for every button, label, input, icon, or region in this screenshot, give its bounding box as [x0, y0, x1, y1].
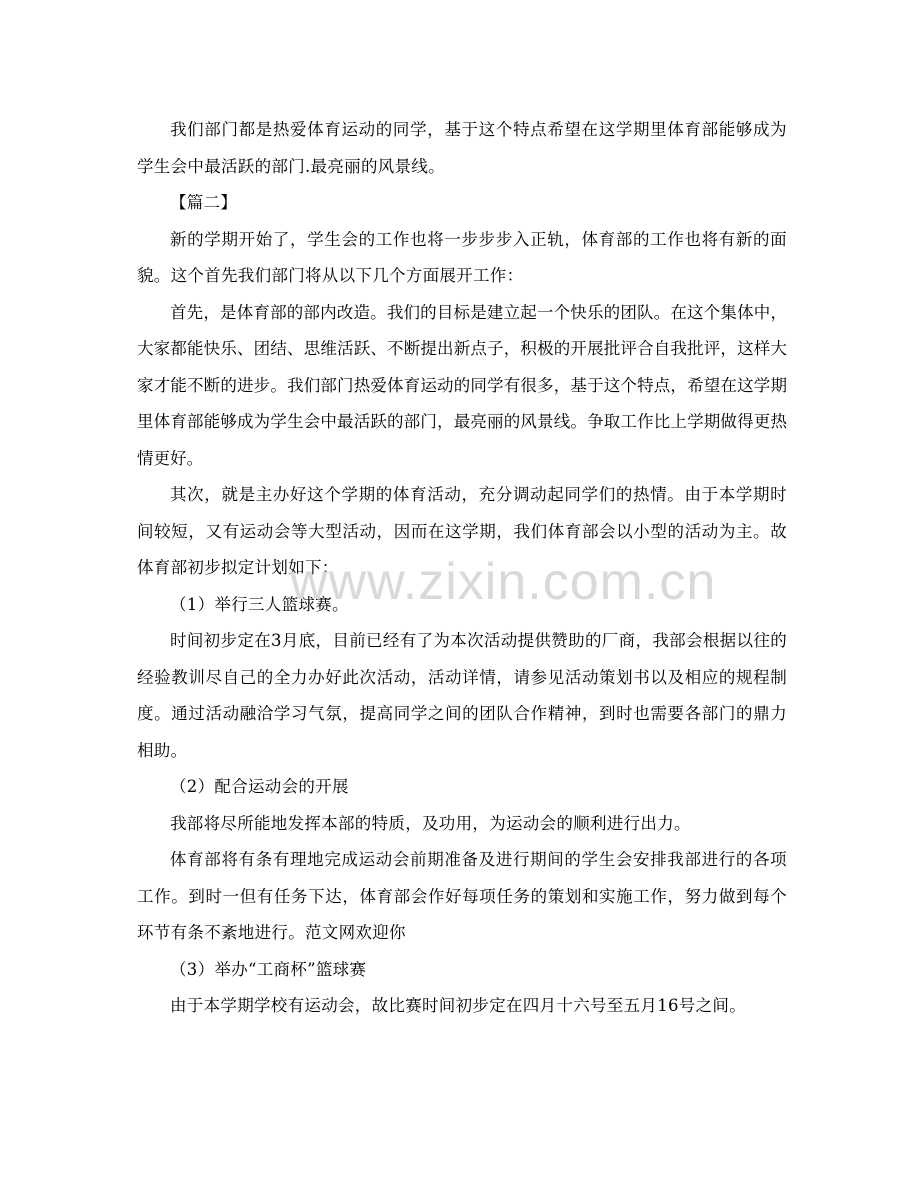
watermark: www.zixin.com.cn	[290, 553, 717, 611]
list-item-heading: （1）举行三人篮球赛。	[170, 594, 349, 614]
list-item-heading: （2）配合运动会的开展	[170, 777, 349, 796]
list-item-heading: （3）举办“工商杯”篮球赛	[170, 959, 367, 979]
paragraph: 首先，是体育部的部内改造。我们的目标是建立起一个快乐的团队。在这个集体中，大家都能快乐、团结、思维活跃、不断提出新点子，积极的开展批评合自我批评，这样大家才能不断的进步。我们部门热爱体育运动的同学有很多，基于这个特点，希望在这学期里体育部能够成为学生会中最活跃的部门，最亮丽的风景线。争取工作比上学期做得更热情更好。	[137, 302, 787, 468]
section-heading: 【篇二】	[170, 193, 238, 212]
paragraph: 由于本学期学校有运动会，故比赛时间初步定在四月十六号至五月16号之间。	[170, 996, 746, 1015]
paragraph: 新的学期开始了，学生会的工作也将一步步步入正轨，体育部的工作也将有新的面貌。这个首先我们部门将从以下几个方面展开工作：	[137, 229, 787, 285]
paragraph: 时间初步定在3月底，目前已经有了为本次活动提供赞助的厂商，我部会根据以往的经验教训尽自己的全力办好此次活动，活动详情，请参见活动策划书以及相应的规程制度。通过活动融洽学习气氛，提高同学之间的团队合作精神，到时也需要各部门的鼎力相助。	[137, 631, 787, 760]
paragraph: 我们部门都是热爱体育运动的同学，基于这个特点希望在这学期里体育部能够成为学生会中最活跃的部门.最亮丽的风景线。	[137, 120, 787, 176]
paragraph: 体育部将有条有理地完成运动会前期准备及进行期间的学生会安排我部进行的各项工作。到时一但有任务下达，体育部会作好每项任务的策划和实施工作，努力做到每个环节有条不紊地进行。范文网欢迎你	[137, 850, 787, 942]
paragraph: 我部将尽所能地发挥本部的特质，及功用，为运动会的顺利进行出力。	[170, 813, 691, 833]
paragraph: 其次，就是主办好这个学期的体育活动，充分调动起同学们的热情。由于本学期时间较短，又有运动会等大型活动，因而在这学期，我们体育部会以小型的活动为主。故体育部初步拟定计划如下：	[137, 485, 787, 577]
